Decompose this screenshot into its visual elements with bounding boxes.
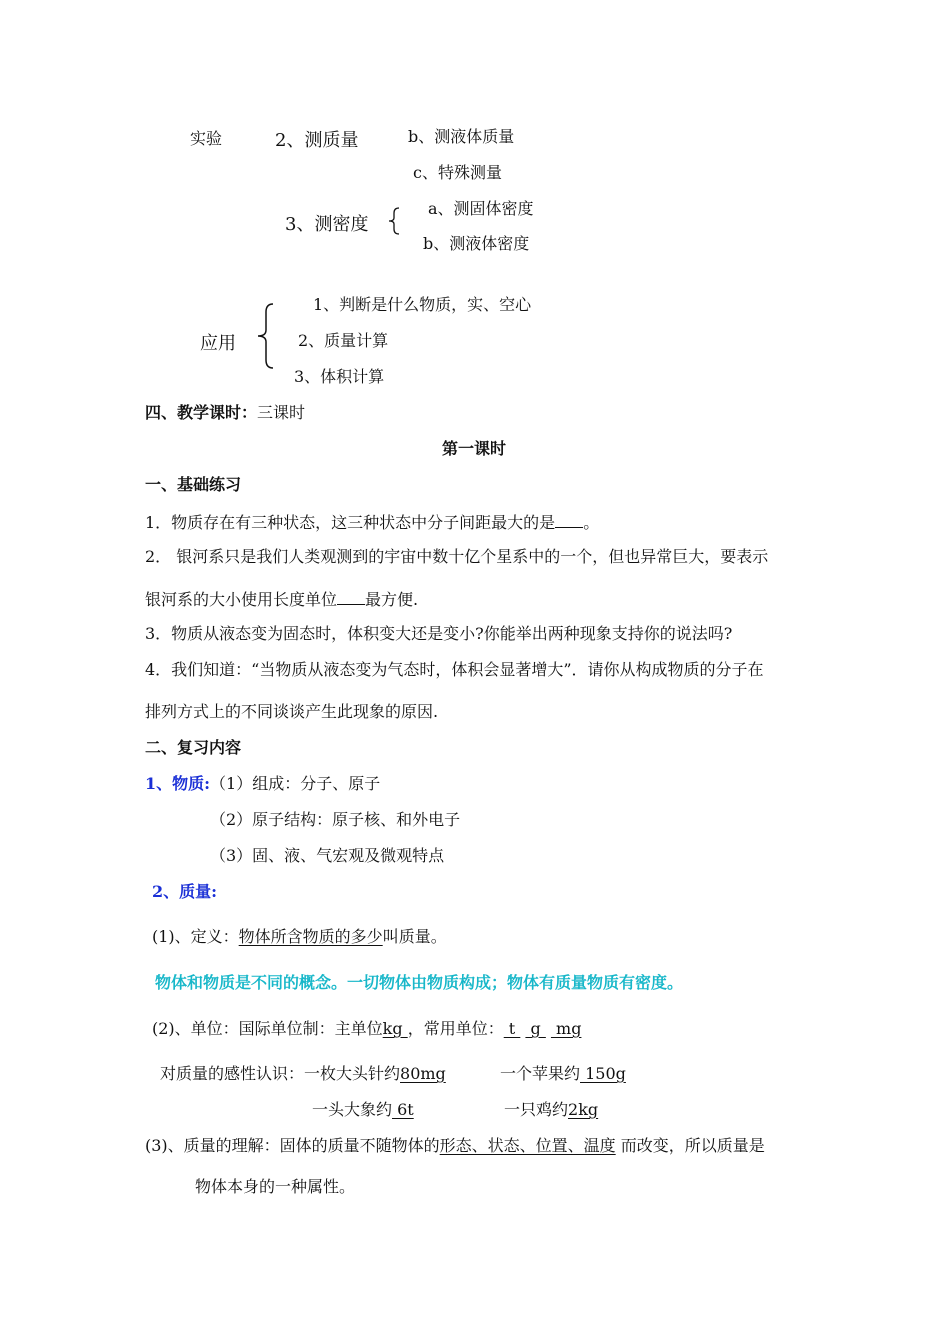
pin-value: 80mg: [400, 1064, 446, 1083]
measure-mass-heading: 2、测质量: [275, 130, 359, 151]
unit-t: t: [503, 1019, 521, 1038]
answer-blank: [337, 590, 365, 605]
unit-mg: mg: [550, 1019, 582, 1038]
question-2-end: 最方便.: [365, 590, 419, 609]
teaching-hours-label: 四、教学课时：: [145, 403, 258, 422]
question-4-line-2: 排列方式上的不同谈谈产生此现象的原因.: [145, 702, 439, 721]
apple-value: 150g: [580, 1064, 626, 1083]
matter-item-3: （3）固、液、气宏观及微观特点: [210, 846, 445, 865]
apple-label: 一个苹果约: [500, 1064, 581, 1083]
pin-label: 对质量的感性认识：一枚大头针约: [160, 1064, 401, 1083]
question-2-line-1: 2． 银河系只是我们人类观测到的宇宙中数十亿个星系中的一个，但也异常巨大，要表示: [145, 547, 769, 566]
definition-end: 叫质量。: [382, 927, 447, 946]
review-heading: 二、复习内容: [145, 738, 242, 757]
apple-estimate: [500, 1066, 626, 1082]
teaching-hours-value: 三课时: [257, 403, 306, 422]
definition-underlined: 物体所含物质的多少: [238, 927, 383, 946]
mass-understanding: [145, 1138, 765, 1154]
mass-understanding-line-2: 物体本身的一种属性。: [195, 1177, 356, 1196]
basic-exercises-heading: 一、基础练习: [145, 475, 242, 494]
matter-label: 1、物质:: [145, 774, 211, 793]
measure-density-heading: 3、测密度: [285, 214, 369, 235]
question-1-text: 1．物质存在有三种状态，这三种状态中分子间距最大的是: [145, 513, 556, 532]
measure-liquid-density-item: b、测液体密度: [423, 234, 530, 253]
chicken-label: 一只鸡约: [504, 1100, 569, 1119]
large-brace-icon: [255, 302, 277, 370]
mass-units: [152, 1021, 581, 1037]
understanding-underlined: 形态、状态、位置、温度: [439, 1136, 616, 1155]
chicken-estimate: [504, 1102, 598, 1118]
units-label: (2)、单位：国际单位制：主单位: [152, 1019, 383, 1038]
question-3: 3．物质从液态变为固态时，体积变大还是变小?你能举出两种现象支持你的说法吗?: [145, 624, 733, 643]
application-label: 应用: [200, 333, 236, 354]
question-1: [145, 513, 599, 531]
elephant-label: 一头大象约: [312, 1100, 393, 1119]
special-measure-item: c、特殊测量: [413, 163, 502, 182]
matter-item-1: （1）组成：分子、原子: [210, 774, 381, 793]
mass-label: 2、质量:: [152, 882, 218, 901]
small-brace-icon: [386, 206, 402, 236]
measure-liquid-mass-item: b、测液体质量: [408, 127, 515, 146]
experiment-label: 实验: [190, 129, 223, 148]
elephant-value: 6t: [392, 1100, 414, 1119]
application-item-2: 2、质量计算: [298, 331, 389, 350]
answer-blank: [555, 513, 583, 528]
teaching-hours: [145, 405, 305, 421]
lesson-title: 第一课时: [442, 439, 507, 458]
mass-definition: [152, 929, 447, 945]
unit-g: g: [525, 1019, 546, 1038]
concept-note: 物体和物质是不同的概念。一切物体由物质构成；物体有质量物质有密度。: [155, 973, 684, 992]
question-4-line-1: 4．我们知道：“当物质从液态变为气态时，体积会显著增大”．请你从构成物质的分子在: [145, 660, 764, 679]
measure-solid-density-item: a、测固体密度: [428, 199, 534, 218]
application-item-1: 1、判断是什么物质，实、空心: [313, 295, 532, 314]
matter-line-1: [145, 776, 380, 792]
elephant-estimate: [312, 1102, 414, 1118]
chicken-value: 2kg: [568, 1100, 599, 1119]
common-units-label: ，常用单位：: [407, 1019, 504, 1038]
unit-kg: kg: [382, 1019, 408, 1038]
question-2-line-2: [145, 590, 418, 608]
question-2-text: 银河系的大小使用长度单位: [145, 590, 338, 609]
matter-item-2: （2）原子结构：原子核、和外电子: [210, 810, 461, 829]
understanding-text: (3)、质量的理解：固体的质量不随物体的: [145, 1136, 440, 1155]
understanding-end: 而改变，所以质量是: [615, 1136, 765, 1155]
question-1-end: 。: [583, 513, 600, 532]
definition-label: (1)、定义：: [152, 927, 239, 946]
application-item-3: 3、体积计算: [294, 367, 385, 386]
perception-line-1: [160, 1066, 446, 1082]
